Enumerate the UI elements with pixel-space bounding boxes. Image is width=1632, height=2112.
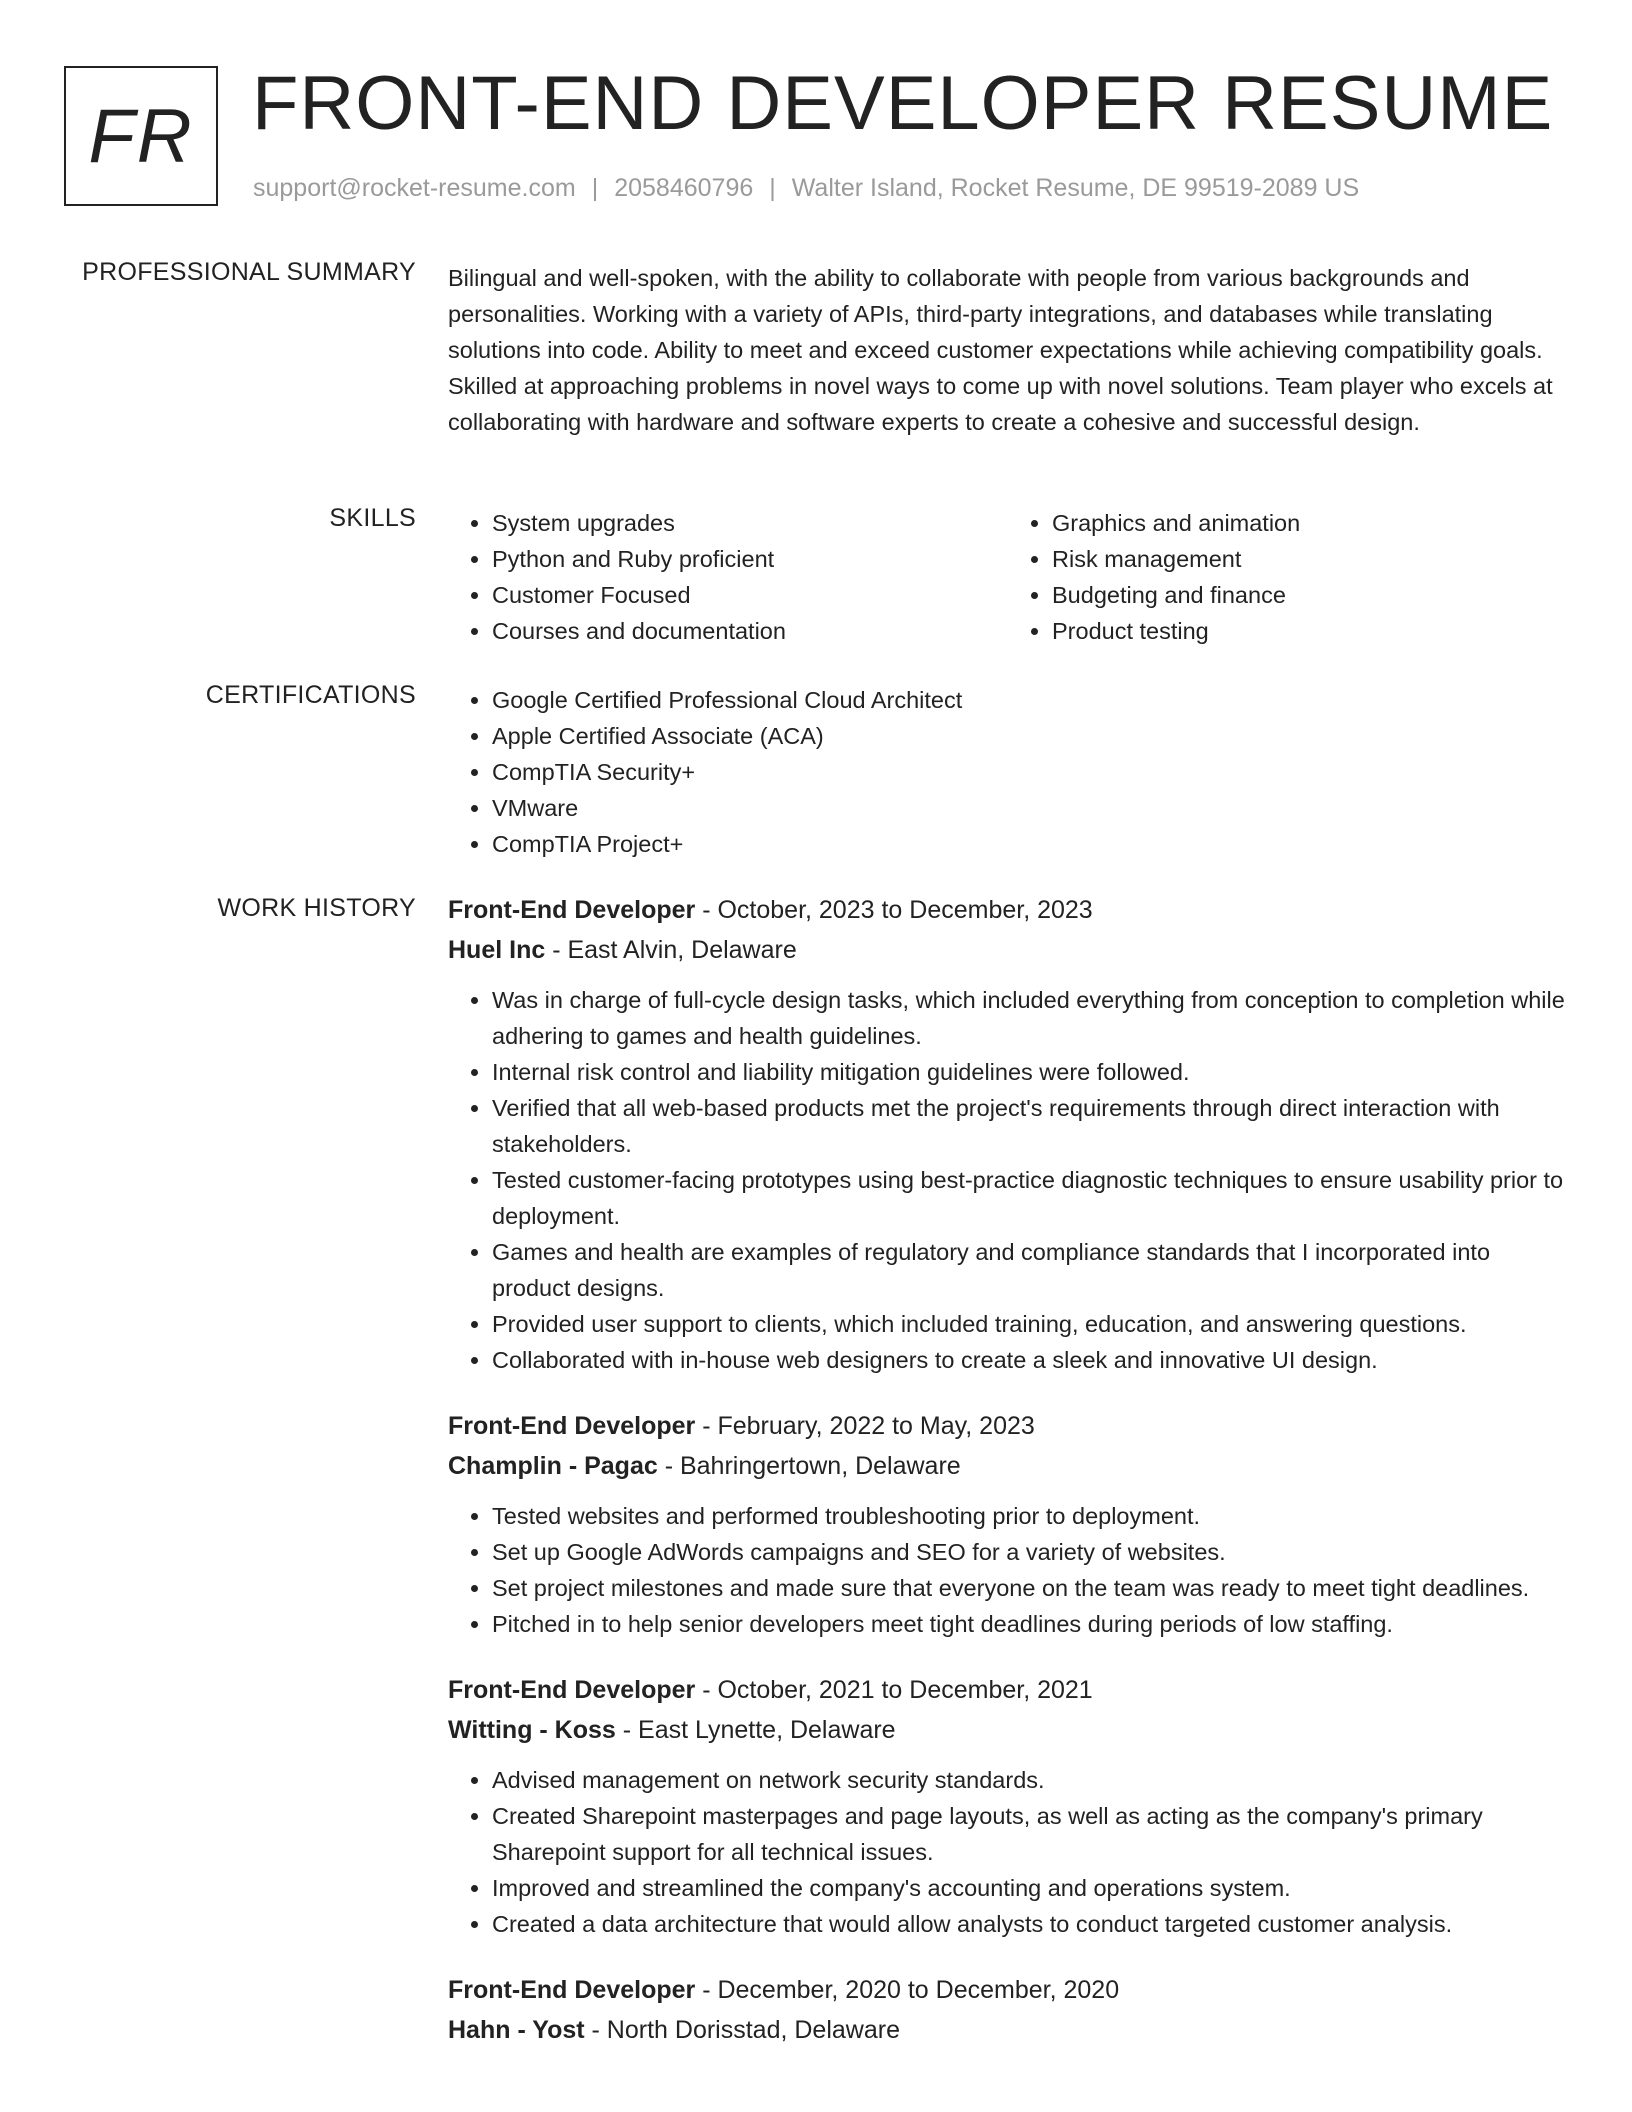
monogram-logo: FR bbox=[64, 66, 218, 206]
job-entry bbox=[448, 890, 1568, 1378]
job-company-line bbox=[448, 1710, 1568, 1750]
job-bullet: • Collaborated with in-house web designers to create a sleek and innovative UI design. bbox=[492, 1342, 1568, 1378]
job-company-line bbox=[448, 1446, 1568, 1486]
contact-phone: 2058460796 bbox=[614, 174, 754, 202]
certification-item: • VMware bbox=[492, 790, 1568, 826]
contact-separator: | bbox=[591, 174, 599, 202]
contact-line bbox=[253, 174, 1359, 203]
job-bullet: • Pitched in to help senior developers meet tight deadlines during periods of low staffing. bbox=[492, 1606, 1568, 1642]
job-bullet: • Was in charge of full-cycle design tasks, which included everything from conception to completion while adhering to games and health guidelines. bbox=[492, 982, 1568, 1054]
resume-title: FRONT-END DEVELOPER RESUME bbox=[252, 61, 1554, 146]
job-bullet: • Set project milestones and made sure that everyone on the team was ready to meet tight deadlines. bbox=[492, 1570, 1568, 1606]
job-title-line bbox=[448, 1970, 1568, 2010]
job-bullet: • Advised management on network security standards. bbox=[492, 1762, 1568, 1798]
job-dates: - October, 2023 to December, 2023 bbox=[695, 896, 1093, 924]
job-bullets bbox=[448, 1498, 1568, 1642]
job-title-line bbox=[448, 890, 1568, 930]
job-dates: - December, 2020 to December, 2020 bbox=[695, 1976, 1120, 2004]
job-entry bbox=[448, 1970, 1568, 2050]
job-bullet: • Games and health are examples of regulatory and compliance standards that I incorporated into product designs. bbox=[492, 1234, 1568, 1306]
work-history-body bbox=[448, 890, 1568, 2078]
skill-item: • Budgeting and finance bbox=[1052, 577, 1568, 613]
skill-item: • Product testing bbox=[1052, 613, 1568, 649]
job-title-line bbox=[448, 1406, 1568, 1446]
resume-header bbox=[64, 61, 1604, 210]
skill-item: • Customer Focused bbox=[492, 577, 1008, 613]
job-bullet: • Created Sharepoint masterpages and page layouts, as well as acting as the company's primary Sharepoint support for all technical issues. bbox=[492, 1798, 1568, 1870]
skills-grid bbox=[448, 505, 1568, 649]
work-history-label: WORK HISTORY bbox=[217, 894, 416, 922]
contact-address: Walter Island, Rocket Resume, DE 99519-2089 US bbox=[791, 174, 1360, 202]
job-title: Front-End Developer bbox=[448, 1412, 696, 1440]
summary-text: Bilingual and well-spoken, with the ability to collaborate with people from various backgrounds and personalities. Working with a variety of APIs, third-party integrations, and databases while translating solutions into code. Ability to meet and exceed customer expectations while achieving compatibility goals. Skilled at approaching problems in novel ways to come up with novel solutions. Team player who excels at collaborating with hardware and software experts to create a cohesive and successful design. bbox=[448, 265, 1553, 435]
summary-body bbox=[448, 260, 1568, 440]
skill-item: • Graphics and animation bbox=[1052, 505, 1568, 541]
job-company-line bbox=[448, 2010, 1568, 2050]
job-company: Champlin - Pagac bbox=[448, 1452, 658, 1480]
skills-body bbox=[448, 505, 1568, 649]
job-title: Front-End Developer bbox=[448, 1676, 696, 1704]
certifications-body bbox=[448, 682, 1568, 862]
job-company: Witting - Koss bbox=[448, 1716, 616, 1744]
skills-list-right bbox=[1008, 505, 1568, 649]
skill-item: • Python and Ruby proficient bbox=[492, 541, 1008, 577]
job-entry bbox=[448, 1670, 1568, 1942]
job-bullet: • Tested websites and performed troubleshooting prior to deployment. bbox=[492, 1498, 1568, 1534]
contact-separator: | bbox=[769, 174, 776, 202]
job-title-line bbox=[448, 1670, 1568, 1710]
job-location: - East Alvin, Delaware bbox=[545, 936, 797, 964]
job-title: Front-End Developer bbox=[448, 1976, 696, 2004]
skill-item: • System upgrades bbox=[492, 505, 1008, 541]
job-bullet: • Verified that all web-based products met the project's requirements through direct interaction with stakeholders. bbox=[492, 1090, 1568, 1162]
job-title: Front-End Developer bbox=[448, 896, 696, 924]
certification-item: • Apple Certified Associate (ACA) bbox=[492, 718, 1568, 754]
certifications-label: CERTIFICATIONS bbox=[205, 681, 416, 709]
skill-item: • Risk management bbox=[1052, 541, 1568, 577]
job-bullet: • Set up Google AdWords campaigns and SEO for a variety of websites. bbox=[492, 1534, 1568, 1570]
job-bullets bbox=[448, 982, 1568, 1378]
certifications-list bbox=[448, 682, 1568, 862]
skills-label: SKILLS bbox=[329, 504, 416, 532]
job-entry bbox=[448, 1406, 1568, 1642]
job-location: - North Dorisstad, Delaware bbox=[584, 2016, 900, 2044]
job-company: Hahn - Yost bbox=[448, 2016, 585, 2044]
job-location: - East Lynette, Delaware bbox=[615, 1716, 896, 1744]
summary-label: PROFESSIONAL SUMMARY bbox=[82, 258, 416, 286]
job-location: - Bahringertown, Delaware bbox=[657, 1452, 961, 1480]
job-company-line bbox=[448, 930, 1568, 970]
job-bullet: • Provided user support to clients, which included training, education, and answering questions. bbox=[492, 1306, 1568, 1342]
skill-item: • Courses and documentation bbox=[492, 613, 1008, 649]
job-bullet: • Improved and streamlined the company's accounting and operations system. bbox=[492, 1870, 1568, 1906]
job-dates: - October, 2021 to December, 2021 bbox=[695, 1676, 1093, 1704]
contact-email: support@rocket-resume.com bbox=[253, 174, 576, 202]
job-bullet: • Internal risk control and liability mitigation guidelines were followed. bbox=[492, 1054, 1568, 1090]
job-bullet: • Created a data architecture that would allow analysts to conduct targeted customer analysis. bbox=[492, 1906, 1568, 1942]
job-dates: - February, 2022 to May, 2023 bbox=[695, 1412, 1035, 1440]
job-company: Huel Inc bbox=[448, 936, 546, 964]
skills-list-left bbox=[448, 505, 1008, 649]
job-bullet: • Tested customer-facing prototypes using best-practice diagnostic techniques to ensure usability prior to deployment. bbox=[492, 1162, 1568, 1234]
certification-item: • CompTIA Security+ bbox=[492, 754, 1568, 790]
certification-item: • Google Certified Professional Cloud Architect bbox=[492, 682, 1568, 718]
certification-item: • CompTIA Project+ bbox=[492, 826, 1568, 862]
job-bullets bbox=[448, 1762, 1568, 1942]
